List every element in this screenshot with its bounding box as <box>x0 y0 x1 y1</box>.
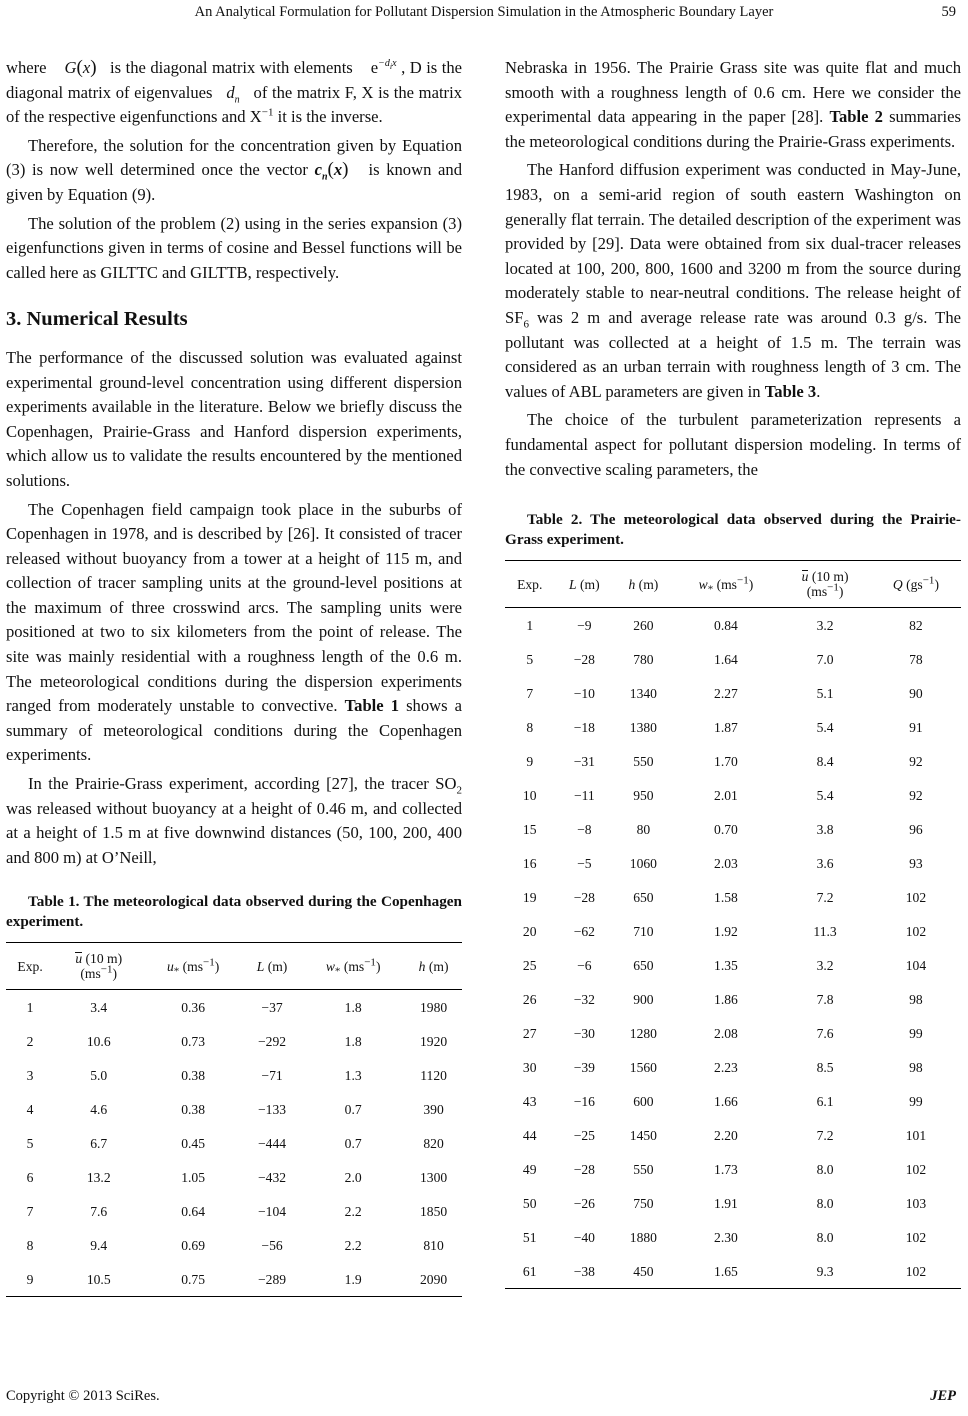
table-cell: 1.05 <box>181 1169 206 1185</box>
table-ref: Table 3 <box>764 381 817 401</box>
table-cell: 1980 <box>419 999 448 1015</box>
table-cell: −39 <box>573 1059 595 1075</box>
table-row <box>505 676 961 710</box>
table-cell: 710 <box>633 923 654 939</box>
table1-caption: Table 1. The meteorological data observed during the Copenhagen experiment. <box>6 893 462 931</box>
table-cell: 1.9 <box>344 1271 362 1287</box>
table-cell: 92 <box>909 753 923 769</box>
table-cell: 1280 <box>629 1025 657 1041</box>
table-cell: 8 <box>26 1237 34 1253</box>
table-row <box>6 1194 462 1228</box>
table-cell: −5 <box>577 855 592 871</box>
table-cell: 1.64 <box>714 651 738 667</box>
table-cell: 1.3 <box>344 1067 362 1083</box>
paragraph-therefore: Therefore, the solution for the concentration given by Equation (3) is now well determined once the vector $c_n(x)$ is known and given by Equation (9). <box>6 135 462 204</box>
table-cell: 7.2 <box>816 889 834 905</box>
table-cell: 1.87 <box>714 719 738 735</box>
table-cell: 8.0 <box>816 1195 834 1211</box>
col-wstar: $w_*$ $(ms^{-1})$ <box>698 574 754 596</box>
table-cell: 600 <box>633 1093 654 1109</box>
table-cell: 3 <box>26 1067 34 1083</box>
table-cell: 7 <box>26 1203 34 1219</box>
running-title: An Analytical Formulation for Pollutant Dispersion Simulation in the Atmospheric Boundary Layer <box>194 4 774 20</box>
col-Q: Q $(gs^{-1})$ <box>892 574 939 592</box>
table-cell: 550 <box>633 1161 654 1177</box>
col-u10: u (10 m) $(ms^{-1})$ <box>75 951 123 982</box>
table-cell: 6 <box>26 1169 34 1185</box>
table-cell: 3.6 <box>816 855 834 871</box>
table-row <box>505 608 961 643</box>
paragraph-where: where G(x) is the diagonal matrix with elements $e^{-d_ix}$ , D is the diagonal matrix of eigenvalues $d_n$ of the matrix F, X is the matrix of the respective eigenfunctions and $X^{-1}$ it is the inverse. <box>6 57 463 127</box>
page-number: 59 <box>941 4 956 20</box>
table-cell: 4 <box>26 1101 34 1117</box>
table-cell: 8.0 <box>816 1161 834 1177</box>
table-header-row <box>505 561 961 608</box>
table-cell: 102 <box>905 1229 927 1245</box>
table-cell: −40 <box>573 1229 595 1245</box>
table-cell: 0.64 <box>181 1203 206 1219</box>
table-cell: 10 <box>522 787 537 803</box>
table-cell: 99 <box>909 1025 923 1041</box>
table-cell: 61 <box>522 1263 537 1279</box>
table-cell: −38 <box>573 1263 595 1279</box>
table-row <box>505 1254 961 1289</box>
table-cell: 1.58 <box>714 889 738 905</box>
table-cell: 3.2 <box>816 617 834 633</box>
table-row <box>6 990 462 1025</box>
table-cell: 8.5 <box>816 1059 834 1075</box>
table-cell: 260 <box>633 617 654 633</box>
table-cell: 2.03 <box>714 855 738 871</box>
table-cell: 1920 <box>419 1033 448 1049</box>
table2 <box>505 560 961 1289</box>
section-title: 3. Numerical Results <box>6 308 188 331</box>
math-dn: $d_n$ <box>226 82 240 105</box>
table-row <box>505 1220 961 1254</box>
table-cell: 1.91 <box>714 1195 738 1211</box>
table-cell: 0.45 <box>181 1135 206 1151</box>
table-cell: −6 <box>577 957 592 973</box>
table-row <box>6 1024 462 1058</box>
table-cell: 102 <box>905 889 927 905</box>
table-cell: 9.4 <box>90 1237 108 1253</box>
table-row <box>6 1092 462 1126</box>
table-cell: 750 <box>633 1195 654 1211</box>
table-cell: 30 <box>522 1059 537 1075</box>
table-cell: 104 <box>905 957 927 973</box>
table1 <box>6 942 462 1297</box>
table-cell: 2.01 <box>714 787 738 803</box>
table-cell: 51 <box>522 1229 537 1245</box>
table-row <box>505 710 961 744</box>
table-cell: −28 <box>573 1161 595 1177</box>
journal-abbrev: JEP <box>930 1388 956 1404</box>
table-cell: 2 <box>26 1033 34 1049</box>
table-cell: −62 <box>573 923 595 939</box>
table-cell: 0.75 <box>181 1271 206 1287</box>
table-cell: 99 <box>909 1093 923 1109</box>
math-cn-x: $c_n$ <box>314 160 328 183</box>
table-cell: 0.70 <box>714 821 738 837</box>
table-cell: 2090 <box>419 1271 448 1287</box>
table-cell: 3.8 <box>816 821 834 837</box>
table-cell: −432 <box>258 1169 287 1185</box>
table-cell: 19 <box>522 889 537 905</box>
table-cell: 1.70 <box>714 753 738 769</box>
table-cell: 5 <box>26 1135 34 1151</box>
table-cell: 102 <box>905 1161 927 1177</box>
table-cell: 5.0 <box>90 1067 108 1083</box>
table-cell: −26 <box>573 1195 595 1211</box>
table-cell: 25 <box>522 957 537 973</box>
table-cell: 0.7 <box>344 1101 362 1117</box>
table-cell: 1 <box>526 617 534 633</box>
col-L: L (m) <box>569 576 600 592</box>
table-cell: −28 <box>573 651 595 667</box>
col-wstar: $w_*$ $(ms^{-1})$ <box>325 956 381 978</box>
table2-caption: Table 2. The meteorological data observed during the Prairie-Grass experiment. <box>505 511 961 549</box>
table-cell: 2.27 <box>714 685 738 701</box>
table-cell: 1.66 <box>714 1093 738 1109</box>
table-cell: 7 <box>526 685 534 701</box>
table-cell: −32 <box>573 991 595 1007</box>
col-h: h (m) <box>418 958 449 974</box>
table-ref: Table 1 <box>344 696 400 716</box>
table-cell: 50 <box>522 1195 537 1211</box>
table-cell: 92 <box>909 787 923 803</box>
table-cell: 1850 <box>419 1203 448 1219</box>
table-ref: Table 2 <box>829 107 883 127</box>
math-gx: G <box>64 58 77 77</box>
table-cell: −104 <box>258 1203 287 1219</box>
table-row <box>505 1084 961 1118</box>
paragraph-turbulent: The choice of the turbulent parameterization represents a fundamental aspect for pollutant dispersion modeling. In terms of the convective scaling parameters, the <box>505 410 961 479</box>
table-cell: 93 <box>909 855 923 871</box>
table-row <box>6 1126 462 1160</box>
table-header-row <box>6 943 462 990</box>
table-cell: 7.6 <box>90 1203 108 1219</box>
table-cell: −28 <box>573 889 595 905</box>
table-cell: 7.6 <box>816 1025 834 1041</box>
copyright: Copyright © 2013 SciRes. <box>6 1388 160 1404</box>
table-cell: 0.36 <box>181 999 206 1015</box>
table-cell: 550 <box>633 753 654 769</box>
table-cell: 450 <box>633 1263 654 1279</box>
table-cell: −292 <box>258 1033 287 1049</box>
table-cell: 102 <box>905 923 927 939</box>
table-row <box>505 914 961 948</box>
table-cell: −30 <box>573 1025 595 1041</box>
table-cell: 0.84 <box>714 617 738 633</box>
table-cell: 16 <box>522 855 537 871</box>
table-cell: −11 <box>573 787 595 803</box>
table-cell: 5.1 <box>816 685 834 701</box>
table-cell: 1.92 <box>714 923 738 939</box>
table-cell: 5.4 <box>816 719 834 735</box>
paragraph-prairie-grass: In the Prairie-Grass experiment, according [27], the tracer $SO_2$ was released without buoyancy at a height of 0.46 m, and collected at a height of 1.5 m at five downwind distances (50, 100, 200, 400 and 800 m) at O’Neill, <box>6 774 462 867</box>
math-exponential: $e^{-d_ix}$ <box>370 58 397 77</box>
table-cell: 2.30 <box>714 1229 738 1245</box>
table-cell: 2.2 <box>344 1203 362 1219</box>
table-cell: 1300 <box>419 1169 448 1185</box>
table-cell: 101 <box>905 1127 927 1143</box>
table-cell: −18 <box>573 719 595 735</box>
table-cell: 103 <box>905 1195 927 1211</box>
table-cell: 98 <box>909 1059 923 1075</box>
table-cell: 5 <box>526 651 534 667</box>
table-cell: 0.38 <box>181 1101 206 1117</box>
table-cell: 2.2 <box>344 1237 362 1253</box>
table-cell: 8.0 <box>816 1229 834 1245</box>
table-cell: 0.38 <box>181 1067 206 1083</box>
table-cell: −16 <box>573 1093 595 1109</box>
table-cell: 1.8 <box>344 999 362 1015</box>
table-cell: 96 <box>909 821 923 837</box>
table-cell: 44 <box>522 1127 537 1143</box>
table-cell: 27 <box>522 1025 537 1041</box>
table-cell: 7.8 <box>816 991 834 1007</box>
table-cell: 1 <box>26 999 34 1015</box>
table-cell: −8 <box>577 821 592 837</box>
table-cell: 7.0 <box>816 651 834 667</box>
table-row <box>505 982 961 1016</box>
table-cell: 98 <box>909 991 923 1007</box>
table-cell: 2.23 <box>714 1059 738 1075</box>
table-cell: 13.2 <box>86 1169 111 1185</box>
table-row <box>6 1262 462 1297</box>
table-cell: 80 <box>636 821 651 837</box>
table-row <box>505 1118 961 1152</box>
paragraph-performance: The performance of the discussed solution was evaluated against experimental ground-level concentration using different dispersion experiments available in the literature. Below we briefly discuss the Copenhagen, Prairie-Grass and Hanford dispersion experiments, which allow us to validate the results encountered by the mentioned solutions. <box>6 347 462 490</box>
table-cell: 820 <box>423 1135 444 1151</box>
table-cell: 1.65 <box>714 1263 738 1279</box>
table-cell: 1.73 <box>714 1161 738 1177</box>
table-cell: 15 <box>522 821 537 837</box>
table-cell: −444 <box>258 1135 287 1151</box>
col-exp: Exp. <box>17 958 43 974</box>
table-cell: 0.7 <box>344 1135 362 1151</box>
table-cell: 9 <box>526 753 534 769</box>
table-row <box>505 1186 961 1220</box>
table-cell: 20 <box>522 923 537 939</box>
col-L: L (m) <box>256 958 288 974</box>
table-cell: 1.86 <box>714 991 738 1007</box>
table-cell: 780 <box>633 651 654 667</box>
paragraph-hanford: The Hanford diffusion experiment was conducted in May-June, 1983, on a semi-arid region of south eastern Washington on generally flat terrain. The detailed description of the experiment was provided by [29]. Data were obtained from six dual-tracer releases located at 100, 200, 800, 1600 and 3200 m from the source during moderately stable to near-neutral conditions. The release height of $SF_6$ was 2 m and average release rate was around 0.3 g/s. The pollutant was collected at a height of 1.5 m. The terrain was considered as an urban terrain with roughness length of 3 cm. The values of ABL parameters are given in Table 3. <box>505 160 961 401</box>
table-cell: 2.08 <box>714 1025 738 1041</box>
table-cell: 8 <box>526 719 534 735</box>
table-cell: 0.69 <box>181 1237 206 1253</box>
table-cell: 900 <box>633 991 654 1007</box>
table-cell: 0.73 <box>181 1033 206 1049</box>
table-cell: 4.6 <box>90 1101 108 1117</box>
table-cell: 9.3 <box>816 1263 834 1279</box>
table-cell: 8.4 <box>816 753 834 769</box>
table-cell: 390 <box>423 1101 444 1117</box>
table-row <box>505 1152 961 1186</box>
table-row <box>6 1228 462 1262</box>
paragraph-nebraska: Nebraska in 1956. The Prairie Grass site was quite flat and much smooth with a roughness length of 0.6 cm. Here we consider the experimental data appearing in the paper [28]. Table 2 summaries the meteorological conditions during the Prairie-Grass experiments. <box>505 58 961 151</box>
table-cell: 1380 <box>629 719 657 735</box>
table-cell: 2.0 <box>344 1169 362 1185</box>
col-h: h (m) <box>628 576 659 592</box>
table-cell: 9 <box>26 1271 34 1287</box>
table-cell: 1.8 <box>344 1033 362 1049</box>
table-cell: 1060 <box>629 855 657 871</box>
table-cell: 1450 <box>629 1127 657 1143</box>
table-cell: 49 <box>522 1161 537 1177</box>
table-cell: 26 <box>522 991 537 1007</box>
table-cell: 78 <box>909 651 923 667</box>
table-cell: 10.5 <box>86 1271 111 1287</box>
table-cell: 90 <box>909 685 923 701</box>
table-cell: 950 <box>633 787 654 803</box>
table-cell: 1880 <box>629 1229 657 1245</box>
left-column <box>6 56 462 1297</box>
table-cell: 650 <box>633 889 654 905</box>
table-row <box>505 948 961 982</box>
table-cell: 11.3 <box>813 923 837 939</box>
table-row <box>505 812 961 846</box>
col-u10: u (10 m) $(ms^{-1})$ <box>801 569 849 600</box>
table-row <box>505 880 961 914</box>
right-column <box>505 56 961 1289</box>
table-cell: 10.6 <box>86 1033 111 1049</box>
table-cell: 1560 <box>629 1059 657 1075</box>
table-row <box>505 1016 961 1050</box>
table-cell: −9 <box>577 617 592 633</box>
table-cell: 82 <box>909 617 923 633</box>
table-row <box>505 642 961 676</box>
table-cell: −133 <box>258 1101 287 1117</box>
table-cell: −37 <box>261 999 283 1015</box>
table-cell: 1120 <box>420 1067 447 1083</box>
table-cell: 7.2 <box>816 1127 834 1143</box>
table-cell: 3.4 <box>90 999 108 1015</box>
table-cell: 3.2 <box>816 957 834 973</box>
table-cell: −25 <box>573 1127 595 1143</box>
paragraph-solution: The solution of the problem (2) using in the series expansion (3) eigenfunctions given in terms of cosine and Bessel functions will be called here as GILTTC and GILTTB, respectively. <box>6 213 462 282</box>
table-cell: 6.7 <box>90 1135 108 1151</box>
col-exp: Exp. <box>517 576 543 592</box>
table-row <box>505 778 961 812</box>
table-cell: 810 <box>423 1237 444 1253</box>
table-row <box>6 1058 462 1092</box>
table-row <box>505 744 961 778</box>
table-cell: −289 <box>258 1271 287 1287</box>
table-row <box>6 1160 462 1194</box>
table-cell: −56 <box>261 1237 283 1253</box>
table-cell: 2.20 <box>714 1127 738 1143</box>
table-cell: 5.4 <box>816 787 834 803</box>
paragraph-copenhagen: The Copenhagen field campaign took place in the suburbs of Copenhagen in 1978, and is described by [26]. It consisted of tracer released without buoyancy from a tower at a height of 115 m, and collection of tracer sampling units at the ground-level positions at the maximum of three crosswind arcs. The sampling units were positioned at two to six kilometers from the point of release. The site was mainly residential with a roughness length of the 0.6 m. The meteorological conditions during the dispersion experiments ranged from moderately unstable to convective. Table 1 shows a summary of meteorological conditions during the Copenhagen experiments. <box>6 499 462 765</box>
table-cell: −31 <box>573 753 595 769</box>
col-ustar: $u_*$ $(ms^{-1})$ <box>166 956 220 978</box>
table-cell: 91 <box>909 719 923 735</box>
table-cell: 43 <box>522 1093 537 1109</box>
table-cell: 650 <box>633 957 654 973</box>
table-cell: 1340 <box>629 685 657 701</box>
table-cell: 102 <box>905 1263 927 1279</box>
table-cell: −10 <box>573 685 595 701</box>
table-cell: −71 <box>261 1067 283 1083</box>
running-header <box>0 2 968 24</box>
table-row <box>505 1050 961 1084</box>
table-cell: 6.1 <box>816 1093 834 1109</box>
table-row <box>505 846 961 880</box>
table-cell: 1.35 <box>714 957 738 973</box>
